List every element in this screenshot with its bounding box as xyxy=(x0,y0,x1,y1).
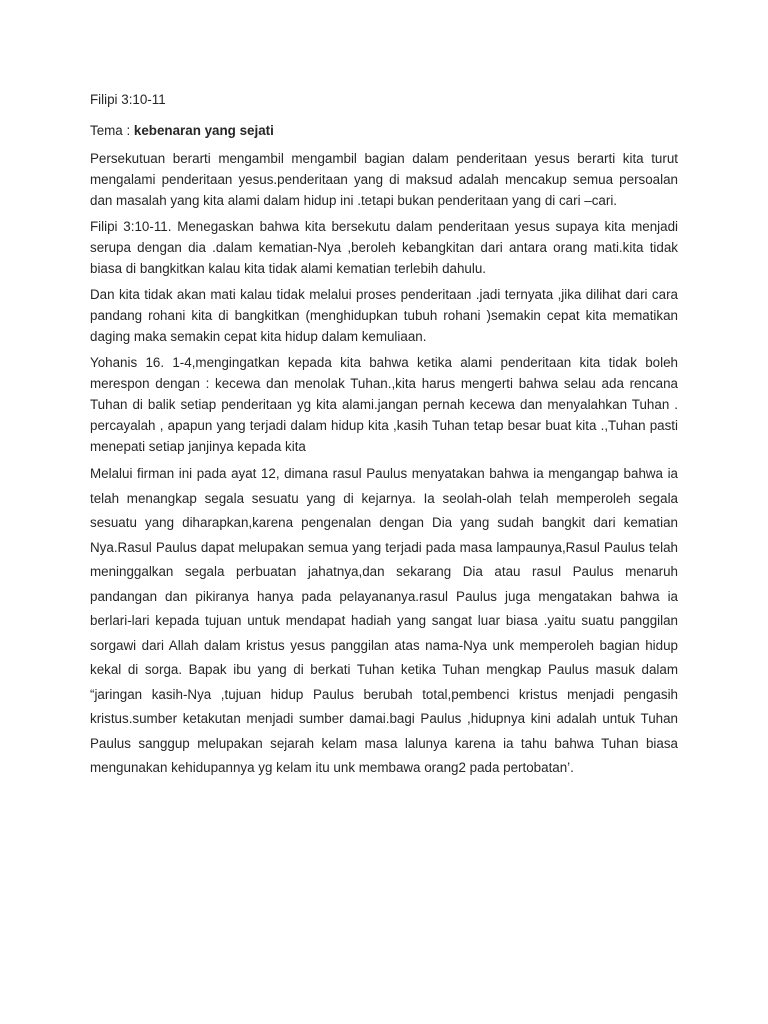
paragraph-5: Melalui firman ini pada ayat 12, dimana rasul Paulus menyatakan bahwa ia mengangap bahwa ia telah menangkap segala sesuatu yang di kejarnya. Ia seolah-olah telah memperoleh segala sesuatu yang diharapkan,karena pengenalan dengan Dia yang sudah bangkit dari kematian Nya.Rasul Paulus dapat melupakan semua yang terjadi pada masa lampaunya,Rasul Paulus telah meninggalkan segala perbuatan jahatnya,dan sekarang Dia atau rasul Paulus menaruh pandangan dan pikiranya hanya pada pelayananya.rasul Paulus juga mengatakan bahwa ia berlari-lari kepada tujuan untuk mendapat hadiah yang sangat luar biasa .yaitu suatu panggilan sorgawi dari Allah dalam kristus yesus panggilan atas nama-Nya unk memperoleh bagian hidup kekal di sorga. Bapak ibu yang di berkati Tuhan ketika Tuhan mengkap Paulus masuk dalam “jaringan kasih-Nya ,tujuan hidup Paulus berubah total,pembenci kristus menjadi pengasih kristus.sumber ketakutan menjadi sumber damai.bagi Paulus ,hidupnya kini adalah untuk Tuhan Paulus sanggup melupakan sejarah kelam masa lalunya karena ia tahu bahwa Tuhan biasa mengunakan kehidupannya yg kelam itu unk membawa orang2 pada pertobatan’. xyxy=(90,466,678,775)
paragraph-3: Dan kita tidak akan mati kalau tidak melalui proses penderitaan .jadi ternyata ,jika dilihat dari cara pandang rohani kita di bangkitkan (menghidupkan tubuh rohani )semakin cepat kita mematikan daging maka semakin cepat kita hidup dalam kemuliaan. xyxy=(90,287,678,344)
theme-line xyxy=(90,120,678,141)
paragraph-4: Yohanis 16. 1-4,mengingatkan kepada kita bahwa ketika alami penderitaan kita tidak boleh merespon dengan : kecewa dan menolak Tuhan.,kita harus mengerti bahwa selau ada rencana Tuhan di balik setiap penderitaan yg kita alami.jangan pernah kecewa dan menyalahkan Tuhan . percayalah , apapun yang terjadi dalam hidup kita ,kasih Tuhan tetap besar buat kita .,Tuhan pasti menepati setiap janjinya kepada kita xyxy=(90,355,678,454)
paragraph-1: Persekutuan berarti mengambil mengambil bagian dalam penderitaan yesus berarti kita turut mengalami penderitaan yesus.penderitaan yang di maksud adalah mencakup semua persoalan dan masalah yang kita alami dalam hidup ini .tetapi bukan penderitaan yang di cari –cari. xyxy=(90,151,678,208)
paragraph-2: Filipi 3:10-11. Menegaskan bahwa kita bersekutu dalam penderitaan yesus supaya kita menjadi serupa dengan dia .dalam kematian-Nya ,beroleh kebangkitan dari antara orang mati.kita tidak biasa di bangkitkan kalau kita tidak alami kematian terlebih dahulu. xyxy=(90,219,678,276)
heading-verse: Filipi 3:10-11 xyxy=(90,92,166,107)
document-body xyxy=(90,89,678,786)
theme-prefix: Tema : xyxy=(90,123,134,138)
theme-title: kebenaran yang sejati xyxy=(133,123,274,138)
